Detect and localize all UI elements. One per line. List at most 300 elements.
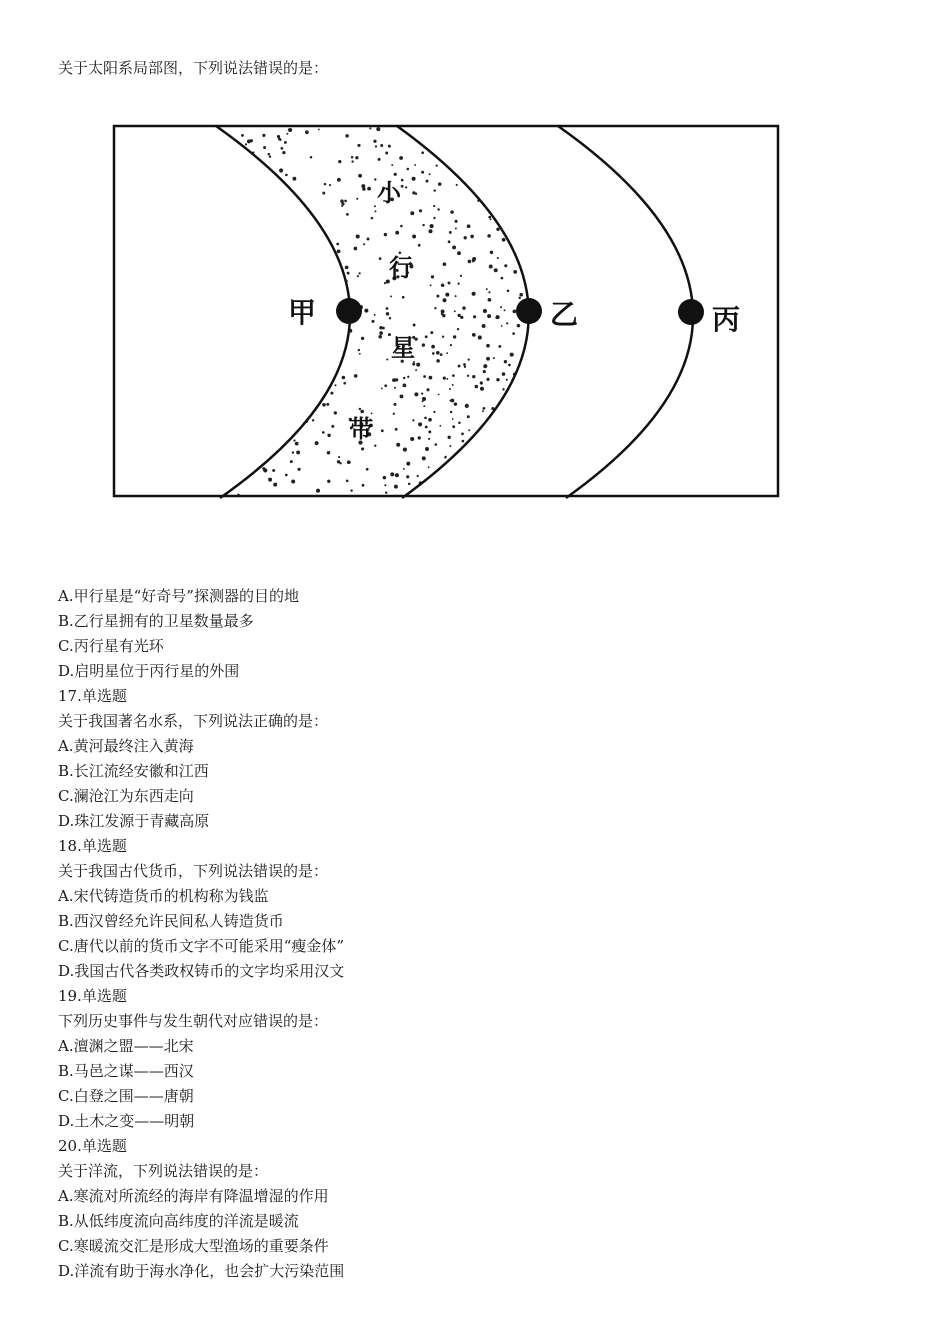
asteroid-dot — [331, 425, 334, 428]
asteroid-dot — [500, 306, 502, 308]
asteroid-dot — [354, 247, 358, 251]
asteroid-dot — [403, 377, 405, 379]
asteroid-dot — [362, 484, 365, 487]
asteroid-dot — [418, 422, 422, 426]
asteroid-dot — [282, 151, 285, 154]
asteroid-dot — [361, 337, 364, 340]
asteroid-dot — [480, 381, 483, 384]
asteroid-dot — [383, 476, 387, 480]
asteroid-dot — [449, 445, 451, 447]
asteroid-dot — [428, 430, 431, 433]
asteroid-dot — [486, 378, 489, 381]
asteroid-dot — [482, 410, 484, 412]
question-stem: 关于洋流，下列说法错误的是： — [58, 1162, 269, 1180]
asteroid-dot — [312, 419, 314, 421]
asteroid-dot — [457, 282, 459, 284]
asteroid-dot — [379, 326, 383, 330]
asteroid-dot — [277, 135, 280, 138]
asteroid-dot — [467, 375, 469, 377]
asteroid-dot — [410, 437, 414, 441]
asteroid-dot — [436, 295, 439, 298]
asteroid-dot — [361, 447, 364, 450]
asteroid-dot — [396, 443, 400, 447]
asteroid-dot — [322, 403, 326, 407]
asteroid-dot — [384, 233, 387, 236]
asteroid-dot — [262, 134, 265, 137]
asteroid-dot — [445, 293, 449, 297]
asteroid-dot — [393, 413, 395, 415]
asteroid-dot — [416, 363, 420, 367]
asteroid-dot — [488, 216, 491, 219]
asteroid-dot — [426, 388, 429, 391]
asteroid-dot — [488, 291, 490, 293]
asteroid-dot — [373, 140, 376, 143]
asteroid-dot — [322, 192, 325, 195]
asteroid-dot — [337, 178, 341, 182]
asteroid-dot — [381, 387, 383, 389]
asteroid-dot — [363, 243, 365, 245]
asteroid-dot — [371, 320, 374, 323]
asteroid-dot — [342, 376, 346, 380]
asteroid-dot — [359, 408, 361, 410]
planet-bing — [678, 299, 704, 325]
solar-system-diagram — [112, 124, 782, 500]
asteroid-dot — [502, 238, 506, 242]
asteroid-dot — [330, 392, 333, 395]
belt-label-char-4: 带 — [349, 415, 373, 443]
answer-option: D.洋流有助于海水净化，也会扩大污染范围 — [58, 1262, 345, 1280]
answer-option: A.澶渊之盟——北宋 — [58, 1037, 194, 1055]
asteroid-dot — [393, 403, 396, 406]
asteroid-dot — [434, 443, 437, 446]
asteroid-dot — [295, 442, 299, 446]
asteroid-dot — [455, 228, 457, 230]
asteroid-dot — [433, 205, 435, 207]
asteroid-dot — [376, 127, 380, 131]
asteroid-dot — [410, 211, 414, 215]
answer-option: A.黄河最终注入黄海 — [58, 737, 194, 755]
asteroid-dot — [336, 243, 339, 246]
asteroid-dot — [263, 468, 267, 472]
asteroid-dot — [430, 224, 434, 228]
asteroid-dot — [347, 460, 351, 464]
asteroid-dot — [367, 238, 370, 241]
asteroid-dot — [507, 289, 510, 292]
asteroid-dot — [345, 134, 348, 137]
diagram-svg — [112, 124, 782, 500]
asteroid-dot — [443, 262, 447, 266]
asteroid-dot — [458, 421, 461, 424]
asteroid-dot — [412, 419, 414, 421]
asteroid-dot — [458, 365, 461, 368]
asteroid-dot — [288, 128, 292, 132]
asteroid-dot — [443, 377, 446, 380]
asteroid-dot — [452, 245, 456, 249]
asteroid-dot — [394, 173, 397, 176]
asteroid-dot — [425, 426, 428, 429]
asteroid-dot — [493, 357, 495, 359]
asteroid-dot — [269, 155, 271, 157]
asteroid-dot — [422, 456, 426, 460]
asteroid-dot — [378, 158, 381, 161]
asteroid-dot — [424, 417, 427, 420]
asteroid-dot — [454, 402, 457, 405]
asteroid-dot — [339, 462, 341, 464]
asteroid-dot — [457, 314, 460, 317]
asteroid-dot — [374, 314, 376, 316]
asteroid-dot — [334, 411, 337, 414]
asteroid-dot — [293, 439, 295, 441]
question-number: 20.单选题 — [58, 1137, 127, 1155]
asteroid-dot — [426, 180, 429, 183]
asteroid-dot — [437, 208, 439, 210]
asteroid-dot — [384, 282, 386, 284]
asteroid-dot — [358, 272, 360, 274]
asteroid-dot — [517, 324, 521, 328]
asteroid-dot — [369, 127, 371, 129]
asteroid-dot — [237, 493, 239, 495]
asteroid-dot — [273, 483, 277, 487]
asteroid-dot — [421, 393, 423, 395]
asteroid-dot — [428, 438, 430, 440]
answer-option: A.宋代铸造货币的机构称为钱监 — [58, 887, 269, 905]
answer-option: D.土木之变——明朝 — [58, 1112, 195, 1130]
asteroid-dot — [513, 270, 517, 274]
asteroid-dot — [318, 129, 320, 131]
asteroid-dot — [442, 298, 446, 302]
asteroid-dot — [456, 184, 458, 186]
asteroid-dot — [296, 450, 300, 454]
asteroid-dot — [379, 331, 383, 335]
asteroid-dot — [468, 260, 472, 264]
asteroid-dot — [245, 143, 247, 145]
asteroid-dot — [345, 266, 349, 270]
asteroid-dot — [425, 447, 429, 451]
asteroid-dot — [374, 445, 376, 447]
asteroid-dot — [513, 310, 517, 314]
asteroid-dot — [356, 234, 360, 238]
asteroid-dot — [464, 366, 466, 368]
asteroid-dot — [446, 378, 448, 380]
asteroid-dot — [432, 352, 435, 355]
asteroid-dot — [455, 220, 458, 223]
asteroid-dot — [395, 231, 399, 235]
asteroid-dot — [371, 217, 374, 220]
asteroid-dot — [403, 384, 407, 388]
asteroid-dot — [483, 364, 487, 368]
asteroid-dot — [490, 251, 493, 254]
asteroid-dot — [356, 198, 358, 200]
asteroid-dot — [436, 351, 440, 355]
planet-jia — [336, 298, 362, 324]
asteroid-dot — [483, 407, 486, 410]
asteroid-dot — [388, 145, 391, 148]
asteroid-dot — [280, 139, 282, 141]
asteroid-dot — [354, 374, 358, 378]
asteroid-dot — [460, 275, 462, 277]
asteroid-dot — [483, 370, 486, 373]
asteroid-dot — [347, 272, 350, 275]
asteroid-dot — [472, 292, 476, 296]
asteroid-dot — [329, 184, 331, 186]
answer-option: D.我国古代各类政权铸币的文字均采用汉文 — [58, 962, 345, 980]
asteroid-dot — [405, 186, 407, 188]
asteroid-dot — [504, 309, 506, 311]
asteroid-dot — [380, 144, 383, 147]
asteroid-dot — [357, 275, 359, 277]
asteroid-dot — [316, 489, 320, 493]
asteroid-dot — [446, 352, 448, 354]
asteroid-dot — [422, 224, 424, 226]
asteroid-dot — [449, 388, 451, 390]
asteroid-dot — [436, 164, 438, 166]
asteroid-dot — [457, 251, 461, 255]
asteroid-dot — [402, 296, 405, 299]
asteroid-dot — [453, 335, 456, 338]
asteroid-dot — [512, 332, 515, 335]
asteroid-dot — [480, 387, 484, 391]
asteroid-dot — [490, 218, 492, 220]
asteroid-dot — [355, 156, 358, 159]
asteroid-dot — [452, 374, 455, 377]
asteroid-dot — [403, 468, 405, 470]
asteroid-dot — [501, 277, 504, 280]
asteroid-dot — [324, 183, 327, 186]
asteroid-dot — [338, 456, 340, 458]
asteroid-dot — [472, 375, 475, 378]
answer-option: B.长江流经安徽和江西 — [58, 762, 209, 780]
asteroid-dot — [378, 335, 382, 339]
asteroid-dot — [414, 164, 416, 166]
asteroid-dot — [422, 343, 425, 346]
asteroid-dot — [436, 359, 440, 363]
asteroid-dot — [389, 317, 391, 319]
asteroid-dot — [337, 250, 341, 254]
asteroid-dot — [519, 293, 523, 297]
asteroid-dot — [286, 133, 288, 135]
asteroid-dot — [463, 363, 466, 366]
asteroid-dot — [412, 177, 416, 181]
asteroid-dot — [415, 369, 417, 371]
belt-label-char-2: 行 — [389, 254, 413, 282]
asteroid-dot — [326, 403, 329, 406]
asteroid-dot — [462, 440, 465, 443]
belt-label-char-3: 星 — [391, 334, 415, 362]
asteroid-dot — [455, 295, 457, 297]
asteroid-dot — [467, 224, 471, 228]
asteroid-dot — [438, 394, 440, 396]
asteroid-dot — [468, 358, 470, 360]
asteroid-dot — [357, 144, 360, 147]
asteroid-dot — [263, 146, 266, 149]
asteroid-dot — [423, 375, 426, 378]
asteroid-dot — [450, 344, 452, 346]
asteroid-dot — [433, 217, 435, 219]
asteroid-dot — [281, 147, 284, 150]
asteroid-dot — [475, 385, 479, 389]
answer-option: D.珠江发源于青藏高原 — [58, 812, 210, 830]
asteroid-dot — [423, 405, 425, 407]
asteroid-dot — [429, 376, 433, 380]
asteroid-dot — [431, 345, 435, 349]
asteroid-dot — [441, 284, 445, 288]
asteroid-dot — [366, 468, 369, 471]
asteroid-dot — [438, 182, 442, 186]
asteroid-dot — [418, 244, 421, 247]
asteroid-dot — [284, 141, 287, 144]
asteroid-dot — [367, 187, 371, 191]
asteroid-dot — [406, 462, 410, 466]
asteroid-dot — [464, 236, 467, 239]
asteroid-dot — [506, 379, 508, 381]
asteroid-dot — [461, 433, 464, 436]
asteroid-dot — [412, 235, 416, 239]
asteroid-dot — [358, 174, 362, 178]
answer-option: C.白登之围——唐朝 — [58, 1087, 194, 1105]
asteroid-dot — [428, 466, 430, 468]
asteroid-dot — [384, 384, 387, 387]
asteroid-dot — [412, 363, 415, 366]
asteroid-dot — [394, 387, 396, 389]
asteroid-dot — [390, 472, 394, 476]
answer-option: A.甲行星是“好奇号”探测器的目的地 — [58, 587, 299, 605]
asteroid-dot — [395, 428, 398, 431]
asteroid-dot — [497, 257, 499, 259]
asteroid-dot — [399, 156, 403, 160]
asteroid-dot — [334, 384, 336, 386]
asteroid-dot — [375, 210, 377, 212]
question-stem: 关于我国著名水系，下列说法正确的是： — [58, 712, 329, 730]
asteroid-dot — [358, 349, 360, 351]
asteroid-dot — [419, 209, 422, 212]
asteroid-dot — [428, 229, 432, 233]
asteroid-dot — [452, 384, 454, 386]
asteroid-dot — [486, 288, 488, 290]
answer-option: B.从低纬度流向高纬度的洋流是暖流 — [58, 1212, 299, 1230]
asteroid-dot — [327, 434, 330, 437]
asteroid-dot — [472, 257, 476, 261]
asteroid-dot — [483, 309, 487, 313]
asteroid-dot — [494, 268, 498, 272]
asteroid-dot — [488, 298, 492, 302]
belt-label-char-1: 小 — [377, 179, 401, 207]
asteroid-dot — [498, 345, 501, 348]
asteroid-dot — [468, 429, 470, 431]
answer-option: A.寒流对所流经的海岸有降温增湿的作用 — [58, 1187, 329, 1205]
asteroid-dot — [487, 234, 491, 238]
asteroid-dot — [407, 168, 410, 171]
asteroid-dot — [385, 152, 388, 155]
asteroid-dot — [364, 309, 368, 313]
question-number: 17.单选题 — [58, 687, 127, 705]
asteroid-dot — [291, 479, 295, 483]
asteroid-dot — [452, 425, 455, 428]
answer-option: B.西汉曾经允许民间私人铸造货币 — [58, 912, 284, 930]
asteroid-dot — [327, 480, 330, 483]
asteroid-dot — [457, 328, 459, 330]
planet-label-jia: 甲 — [288, 296, 317, 329]
asteroid-dot — [451, 399, 455, 403]
asteroid-dot — [385, 492, 387, 494]
asteroid-dot — [429, 173, 431, 175]
asteroid-dot — [351, 160, 353, 162]
asteroid-dot — [460, 316, 463, 319]
asteroid-dot — [343, 382, 346, 385]
asteroid-dot — [430, 284, 432, 286]
answer-option: B.马邑之谋——西汉 — [58, 1062, 194, 1080]
asteroid-dot — [470, 235, 474, 239]
asteroid-dot — [344, 200, 347, 203]
asteroid-dot — [486, 357, 490, 361]
asteroid-dot — [338, 160, 341, 163]
asteroid-dot — [442, 336, 444, 338]
asteroid-dot — [428, 418, 432, 422]
asteroid-dot — [501, 325, 503, 327]
asteroid-dot — [268, 478, 272, 482]
asteroid-dot — [268, 153, 271, 156]
asteroid-dot — [444, 456, 446, 458]
planet-yi — [516, 298, 542, 324]
asteroid-dot — [418, 436, 421, 439]
answer-option: B.乙行星拥有的卫星数量最多 — [58, 612, 254, 630]
asteroid-dot — [504, 264, 507, 267]
asteroid-dot — [361, 184, 365, 188]
asteroid-dot — [504, 360, 507, 363]
asteroid-dot — [305, 130, 309, 134]
asteroid-dot — [292, 451, 294, 453]
asteroid-dot — [384, 484, 386, 486]
asteroid-dot — [310, 156, 313, 159]
asteroid-dot — [434, 307, 436, 309]
question-stem: 关于我国古代货币，下列说法错误的是： — [58, 862, 329, 880]
asteroid-dot — [285, 174, 288, 177]
asteroid-dot — [285, 474, 288, 477]
asteroid-dot — [454, 310, 456, 312]
asteroid-dot — [290, 460, 293, 463]
asteroid-dot — [413, 324, 416, 327]
asteroid-dot — [297, 468, 300, 471]
asteroid-dot — [449, 231, 452, 234]
asteroid-dot — [478, 335, 482, 339]
asteroid-dot — [381, 429, 384, 432]
asteroid-dot — [482, 324, 486, 328]
asteroid-dot — [386, 312, 389, 315]
answer-option: C.唐代以前的货币文字不可能采用“瘦金体” — [58, 937, 345, 955]
asteroid-dot — [322, 431, 325, 434]
asteroid-dot — [315, 441, 319, 445]
asteroid-dot — [350, 489, 352, 491]
asteroid-dot — [407, 376, 409, 378]
question-number: 18.单选题 — [58, 837, 127, 855]
asteroid-dot — [346, 479, 349, 482]
asteroid-dot — [392, 378, 396, 382]
planet-label-bing: 丙 — [712, 303, 741, 336]
asteroid-dot — [425, 335, 428, 338]
asteroid-dot — [433, 411, 435, 413]
asteroid-dot — [386, 358, 388, 360]
question-stem: 下列历史事件与发生朝代对应错误的是： — [58, 1012, 329, 1030]
asteroid-dot — [472, 333, 476, 337]
asteroid-dot — [279, 168, 283, 172]
asteroid-dot — [450, 411, 453, 414]
asteroid-dot — [489, 265, 493, 269]
asteroid-dot — [441, 309, 445, 313]
asteroid-dot — [465, 404, 469, 408]
answer-option: C.丙行星有光环 — [58, 637, 164, 655]
asteroid-dot — [375, 145, 377, 147]
asteroid-dot — [496, 378, 499, 381]
asteroid-dot — [359, 353, 361, 355]
